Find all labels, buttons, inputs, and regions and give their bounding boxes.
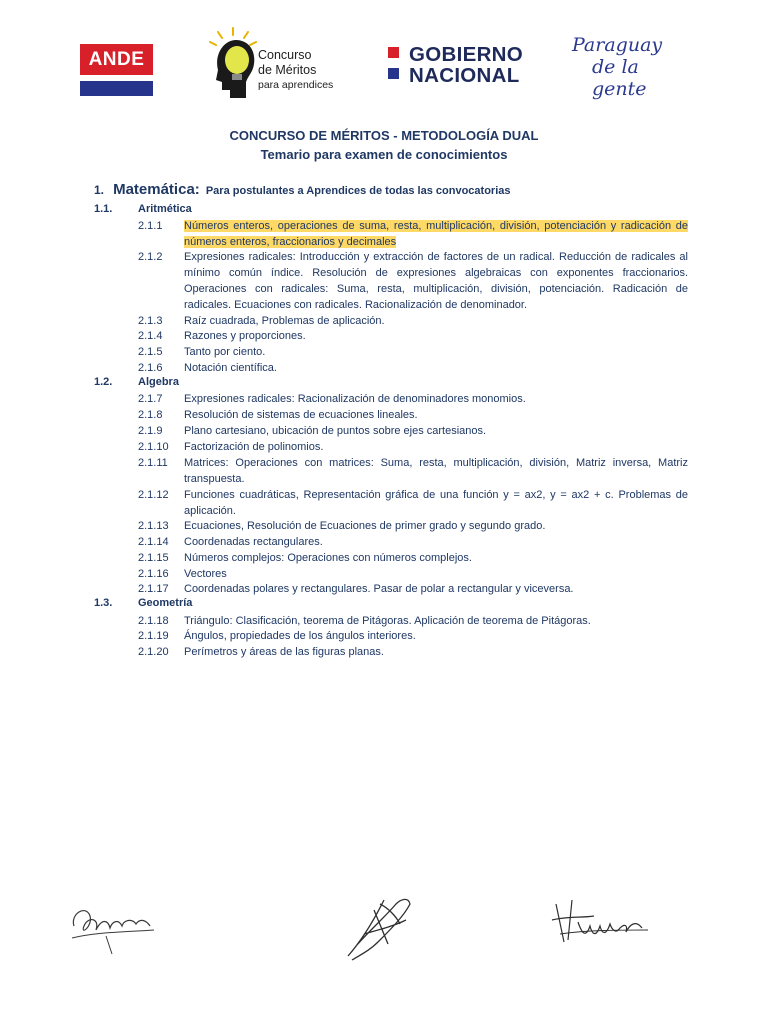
section-name: Matemática: (113, 181, 200, 198)
topic-text: Ecuaciones, Resolución de Ecuaciones de primer grado y segundo grado. (184, 520, 546, 532)
topic-text: Funciones cuadráticas, Representación gráfica de una función y = ax2, y = ax2 + c. Problemas de aplicación. (184, 489, 688, 517)
topic-item (138, 628, 688, 644)
concurso-line-2: de Méritos (258, 63, 317, 77)
section-number: 1. (94, 183, 105, 197)
topic-number: 2.1.20 (138, 646, 169, 658)
topic-text: Coordenadas rectangulares. (184, 536, 323, 548)
subsection-title: Algebra (138, 376, 179, 388)
gobierno-line-1: GOBIERNO (409, 43, 524, 66)
paraguay-de-la-gente-logo (572, 34, 690, 100)
paraguay-line-1: Paraguay (572, 34, 663, 56)
topic-text: Plano cartesiano, ubicación de puntos sobre ejes cartesianos. (184, 425, 487, 437)
subsection-number: 1.2. (94, 376, 113, 388)
topic-item (138, 439, 688, 455)
topic-text: Vectores (184, 568, 227, 580)
signature-left (66, 896, 158, 958)
ande-logo-label: ANDE (80, 44, 153, 75)
topic-item (138, 644, 688, 660)
topic-number: 2.1.14 (138, 536, 169, 548)
topic-number: 2.1.16 (138, 568, 169, 580)
topic-text: Expresiones radicales: Racionalización de denominadores monomios. (184, 393, 526, 405)
topic-text: Perímetros y áreas de las figuras planas. (184, 646, 384, 658)
topic-number: 2.1.9 (138, 425, 163, 437)
topic-number: 2.1.13 (138, 520, 169, 532)
signature-right (548, 894, 652, 948)
document-title: CONCURSO DE MÉRITOS - METODOLOGÍA DUAL (229, 128, 539, 143)
topic-number: 2.1.15 (138, 552, 169, 564)
topic-number: 2.1.11 (138, 457, 168, 469)
topic-item (138, 249, 688, 313)
concurso-line-1: Concurso (258, 48, 312, 62)
topic-number: 2.1.2 (138, 251, 163, 263)
signature-center (344, 890, 416, 964)
topic-number: 2.1.12 (138, 489, 169, 501)
topic-number: 2.1.17 (138, 583, 169, 595)
topic-text: Expresiones radicales: Introducción y extracción de factores de un radical. Reducción de radicales al mínimo común índice. Resolución de expresiones algebraicas con exponentes fraccionarios. Operaciones con radicales: Suma, resta, multiplicación, división, potenciación. Radicación de radicales. Ecuaciones con radicales. Racionalización de denominador. (184, 251, 688, 311)
topic-item (138, 534, 688, 550)
topic-item (138, 407, 688, 423)
flag-red-square (388, 47, 399, 58)
document-subtitle: Temario para examen de conocimientos (260, 147, 508, 162)
topic-number: 2.1.3 (138, 315, 163, 327)
topic-item (138, 360, 688, 376)
topic-text-highlighted: Números enteros, operaciones de suma, resta, multiplicación, división, potenciación y radicación de números enteros, fraccionarios y decimales (184, 220, 688, 248)
topic-number: 2.1.6 (138, 362, 163, 374)
topic-item (138, 613, 688, 629)
topic-item (138, 566, 688, 582)
flag-blue-square (388, 68, 399, 79)
concurso-line-3: para aprendices (258, 79, 334, 91)
topic-text: Coordenadas polares y rectangulares. Pasar de polar a rectangular y viceversa. (184, 583, 574, 595)
subsection-title: Aritmética (138, 203, 192, 215)
gobierno-line-2: NACIONAL (409, 64, 520, 87)
subsection-title: Geometría (138, 597, 193, 609)
topic-text: Triángulo: Clasificación, teorema de Pitágoras. Aplicación de teorema de Pitágoras. (184, 615, 591, 627)
topic-number: 2.1.10 (138, 441, 169, 453)
topic-item (138, 487, 688, 519)
topic-number: 2.1.4 (138, 330, 163, 342)
topic-item (138, 455, 688, 487)
topic-text: Matrices: Operaciones con matrices: Suma, resta, multiplicación, división, Matriz inversa, Matriz transpuesta. (184, 457, 688, 485)
topic-number: 2.1.8 (138, 409, 163, 421)
section-subtitle: Para postulantes a Aprendices de todas las convocatorias (205, 185, 511, 197)
topic-item (138, 218, 688, 250)
topic-item (138, 518, 688, 534)
topic-item (138, 423, 688, 439)
subsection-number: 1.1. (94, 203, 113, 215)
topic-text: Ángulos, propiedades de los ángulos interiores. (184, 630, 416, 642)
topic-item (138, 550, 688, 566)
topic-item (138, 328, 688, 344)
topic-item (138, 313, 688, 329)
topic-number: 2.1.19 (138, 630, 169, 642)
topic-text: Tanto por ciento. (184, 346, 266, 358)
topic-item (138, 391, 688, 407)
section-heading (94, 181, 511, 198)
topic-number: 2.1.5 (138, 346, 163, 358)
gobierno-nacional-logo (388, 44, 538, 88)
topic-number: 2.1.1 (138, 220, 163, 232)
topic-text: Resolución de sistemas de ecuaciones lineales. (184, 409, 418, 421)
ande-logo (80, 44, 153, 96)
paraguay-line-2: de la gente (592, 56, 647, 100)
topic-text: Razones y proporciones. (184, 330, 306, 342)
concurso-meritos-logo (206, 26, 336, 110)
subsection-number: 1.3. (94, 597, 113, 609)
topic-text: Números complejos: Operaciones con números complejos. (184, 552, 472, 564)
topic-item (138, 344, 688, 360)
topic-number: 2.1.18 (138, 615, 169, 627)
topic-text: Notación científica. (184, 362, 277, 374)
topic-text: Factorización de polinomios. (184, 441, 324, 453)
topic-text: Raíz cuadrada, Problemas de aplicación. (184, 315, 385, 327)
topic-item (138, 581, 688, 597)
topic-number: 2.1.7 (138, 393, 163, 405)
lightbulb-head-icon (206, 26, 260, 110)
